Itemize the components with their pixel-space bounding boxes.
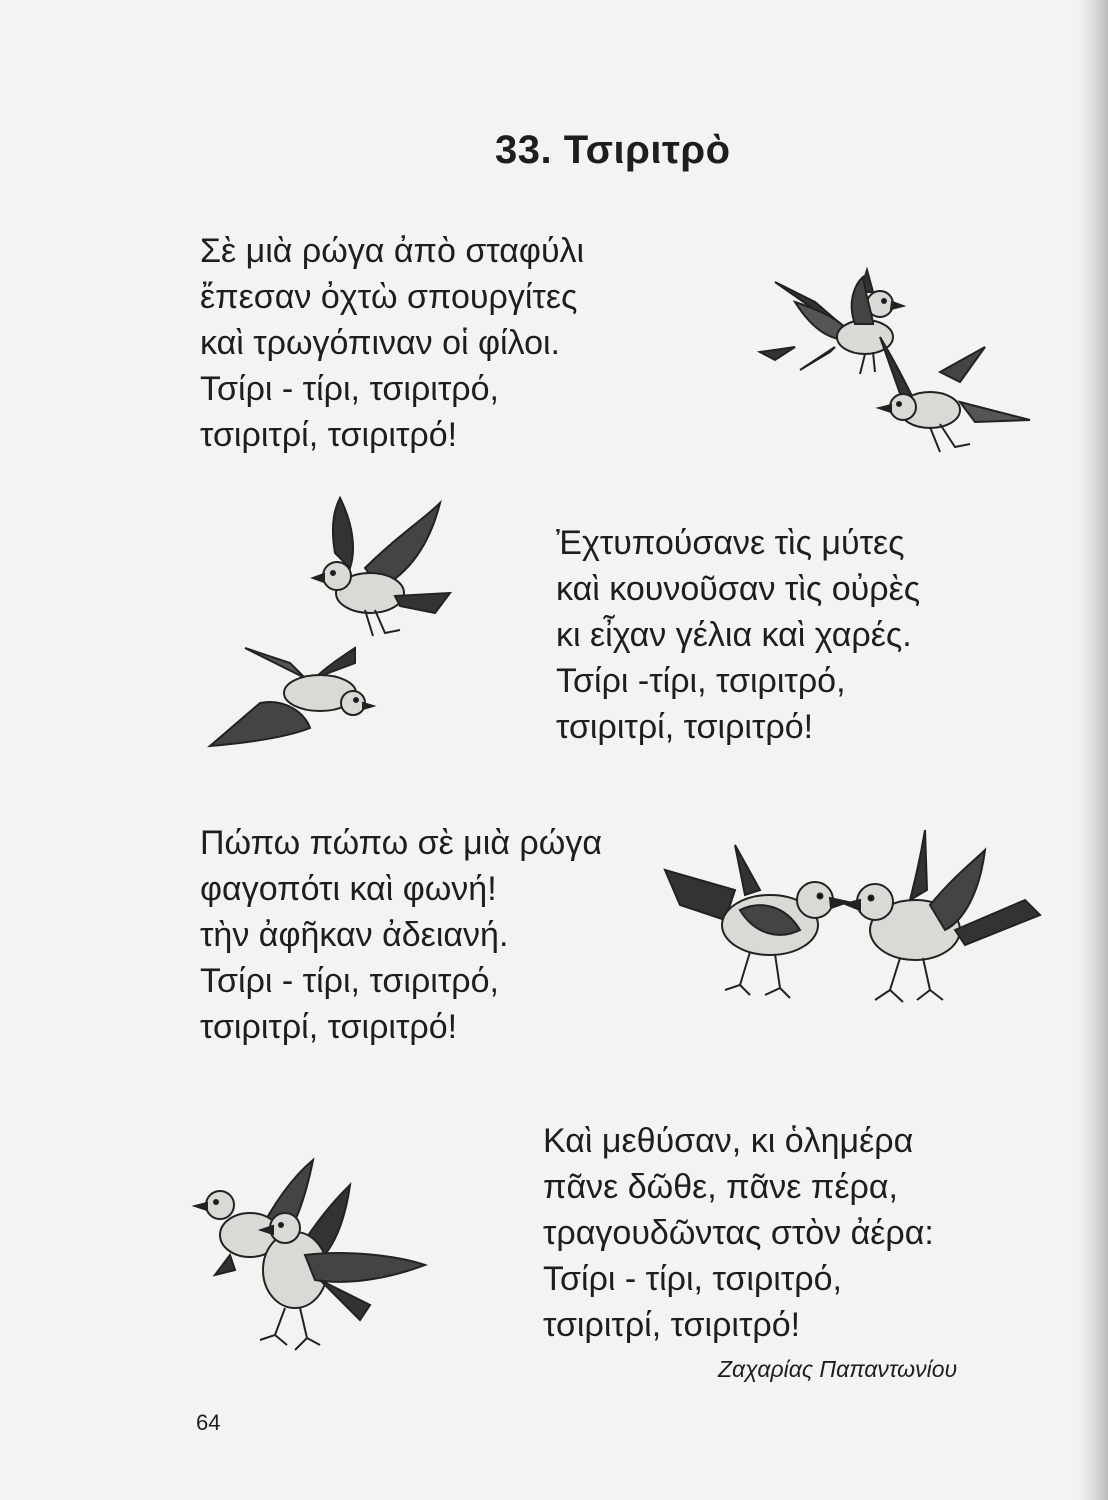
stanza-line: τσιριτρί, τσιριτρό! (556, 708, 814, 746)
stanza-line: τσιριτρί, τσιριτρό! (543, 1306, 801, 1344)
stanza-line: καὶ κουνοῦσαν τὶς οὐρὲς (556, 570, 921, 608)
sparrow-illustration-icon (195, 1160, 435, 1380)
page-edge-shadow (1078, 0, 1108, 1500)
stanza-line: φαγοπότι καὶ φωνή! (200, 870, 497, 908)
stanza-line: Τσίρι - τίρι, τσιριτρό, (543, 1260, 842, 1298)
stanza-line: τσιριτρί, τσιριτρό! (200, 1008, 458, 1046)
stanza-line: Τσίρι -τίρι, τσιριτρό, (556, 662, 846, 700)
sparrow-illustration-icon (665, 830, 1045, 1015)
stanza-3 (200, 820, 602, 1050)
sparrow-illustration-icon (205, 498, 465, 753)
stanza-line: Ἐχτυπούσανε τὶς μύτες (556, 524, 905, 562)
stanza-line: τραγουδῶντας στὸν ἀέρα: (543, 1214, 934, 1252)
stanza-line: τσιριτρί, τσιριτρό! (200, 416, 458, 454)
stanza-4 (543, 1118, 934, 1348)
page-number: 64 (196, 1410, 221, 1435)
stanza-line: καὶ τρωγόπιναν οἱ φίλοι. (200, 324, 561, 362)
stanza-line: τὴν ἀφῆκαν ἀδειανή. (200, 916, 509, 954)
stanza-line: Τσίρι - τίρι, τσιριτρό, (200, 370, 499, 408)
stanza-2 (556, 520, 920, 750)
sparrow-illustration-icon (755, 262, 1045, 462)
stanza-1 (200, 228, 584, 458)
stanza-line: πᾶνε δῶθε, πᾶνε πέρα, (543, 1168, 898, 1206)
stanza-line: Πώπω πώπω σὲ μιὰ ρώγα (200, 824, 602, 862)
poem-title: 33. Τσιριτρὸ (495, 128, 731, 172)
stanza-line: Σὲ μιὰ ρώγα ἀπὸ σταφύλι (200, 232, 585, 270)
stanza-line: κι εἶχαν γέλια καὶ χαρές. (556, 616, 912, 654)
stanza-line: ἔπεσαν ὀχτὼ σπουργίτες (200, 278, 578, 316)
stanza-line: Τσίρι - τίρι, τσιριτρό, (200, 962, 499, 1000)
stanza-line: Καὶ μεθύσαν, κι ὁλημέρα (543, 1122, 914, 1160)
poem-author: Ζαχαρίας Παπαντωνίου (718, 1356, 958, 1382)
